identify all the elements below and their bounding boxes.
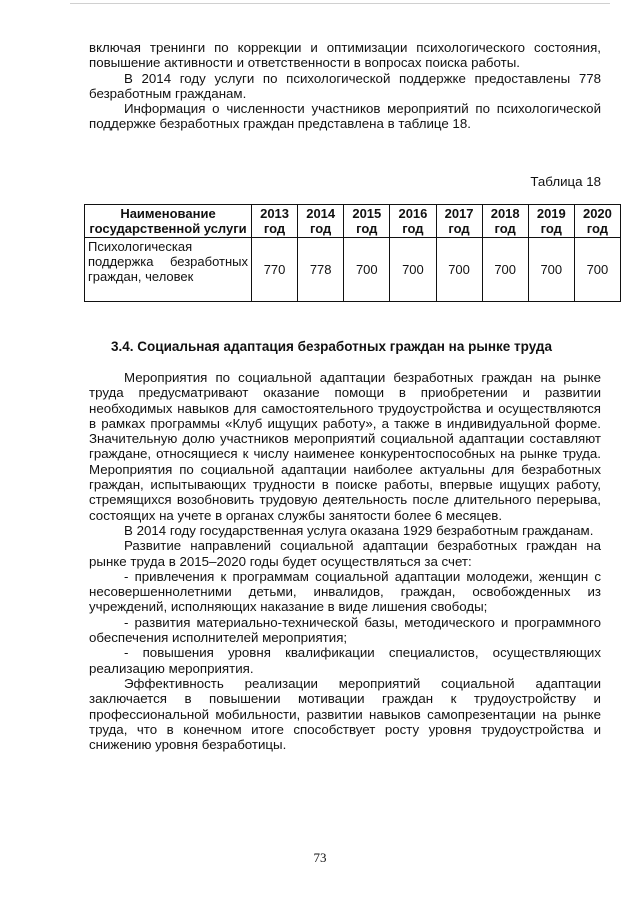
paragraph-continuation: включая тренинги по коррекции и оптимизации психологического состояния, повышение активности и ответственности в вопросах поиска работы.: [89, 40, 601, 71]
cell-2016: 700: [390, 238, 436, 302]
list-item: - привлечения к программам социальной адаптации молодежи, женщин с несовершеннолетними детьми, инвалидов, граждан, освобожденных из учреждений, исполняющих наказание в виде лишения свободы;: [89, 568, 601, 615]
data-table: [84, 204, 621, 302]
header-year-2017: 2017 год: [436, 205, 482, 238]
paragraph-adaptation-measures: Мероприятия по социальной адаптации безработных граждан на рынке труда предусматривают оказание помощи в приобретении и развитии необходимых навыков для самостоятельного трудоустройства и осуществляются в рамках программы «Клуб ищущих работу», а также в индивидуальной форме. Значительную долю участников мероприятий социальной адаптации составляют граждане, относящиеся к числу наименее конкурентоспособных на рынке труда. Мероприятия по социальной адаптации наиболее актуальны для безработных граждан, испытывающих трудности в поиске работы, впервые ищущих работу, стремящихся возобновить трудовую деятельность после длительного перерыва, состоящих на учете в органах службы занятости более 6 месяцев.: [89, 370, 601, 523]
header-year-2018: 2018 год: [482, 205, 528, 238]
page-number: 73: [313, 850, 327, 865]
table-header-row: [85, 205, 621, 238]
header-year-2020: 2020 год: [574, 205, 620, 238]
header-year-2014: 2014 год: [298, 205, 344, 238]
list-item: - повышения уровня квалификации специалистов, осуществляющих реализацию мероприятия.: [89, 645, 601, 676]
header-year-2016: 2016 год: [390, 205, 436, 238]
section-heading: 3.4. Социальная адаптация безработных граждан на рынке труда: [111, 339, 552, 354]
header-year-2015: 2015 год: [344, 205, 390, 238]
header-year-2013: 2013 год: [252, 205, 298, 238]
paragraph-development-directions: Развитие направлений социальной адаптации безработных граждан на рынке труда в 2015–2020 годы будет осуществляться за счет:: [89, 538, 601, 569]
cell-2020: 700: [574, 238, 620, 302]
cell-2018: 700: [482, 238, 528, 302]
paragraph-table-reference: Информация о численности участников мероприятий по психологической поддержке безработных граждан представлена в таблице 18.: [89, 101, 601, 132]
header-year-2019: 2019 год: [528, 205, 574, 238]
list-item: - развития материально-технической базы, методического и программного обеспечения исполнителей мероприятия;: [89, 614, 601, 646]
section-text-block: [89, 370, 601, 752]
paragraph-2014-services: В 2014 году услуги по психологической поддержке предоставлены 778 безработным гражданам.: [89, 70, 601, 101]
table-caption: Таблица 18: [530, 174, 601, 189]
paragraph-2014-adaptation: В 2014 году государственная услуга оказана 1929 безработным гражданам.: [124, 522, 594, 538]
scan-edge-line: [70, 3, 610, 4]
header-service-name: Наименование государственной услуги: [85, 205, 252, 238]
cell-service-name: Психологическая поддержка безработных граждан, человек: [85, 238, 252, 302]
cell-2019: 700: [528, 238, 574, 302]
cell-2013: 770: [252, 238, 298, 302]
cell-2015: 700: [344, 238, 390, 302]
paragraph-effectiveness: Эффективность реализации мероприятий социальной адаптации заключается в повышении мотивации граждан к трудоустройству и профессиональной мобильности, развитии навыков самопрезентации на рынке труда, что в конечном итоге способствует росту уровня трудоустройства и снижению уровня безработицы.: [89, 675, 601, 753]
cell-2014: 778: [298, 238, 344, 302]
intro-text-block: [89, 40, 601, 132]
table-row: [85, 238, 621, 302]
cell-2017: 700: [436, 238, 482, 302]
